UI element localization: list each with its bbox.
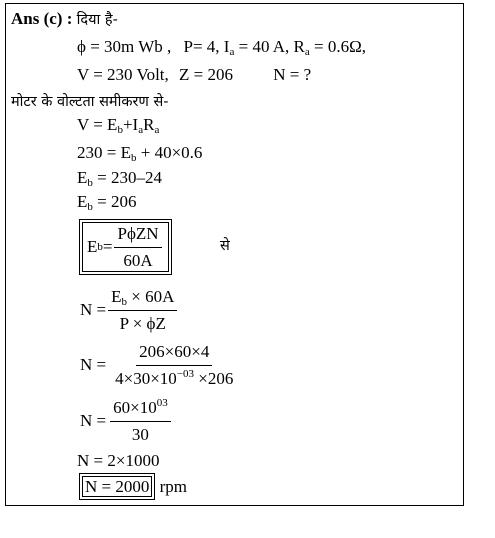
answer-label: Ans (c) :: [11, 9, 73, 28]
equation-1: $V = E_b+I_aR_a$: [77, 115, 160, 136]
equation-2: $230 = E_b + 40\times 0.6$: [77, 143, 203, 164]
given-z: Z = 206: [179, 65, 234, 84]
given-line-2: [77, 65, 311, 85]
answer-line: [11, 9, 118, 30]
intro-text: मोटर के वोल्टता समीकरण से-: [11, 94, 169, 110]
given-phi: ϕ = 30m Wb ,: [77, 37, 172, 56]
given-n: N = ?: [273, 65, 312, 84]
from-word: से: [220, 238, 230, 254]
given-p: P= 4,: [183, 37, 220, 56]
given-v: V = 230 Volt,: [77, 65, 169, 84]
equation-8: N = 2×1000: [77, 451, 160, 470]
given-word: दिया है-: [76, 12, 118, 28]
given-ia: $I_a = 40$ A,: [223, 37, 290, 58]
equation-3: $E_b = 230-24$: [77, 168, 162, 189]
equation-5: N = $\frac{E_b \times 60A}{P \times \phi Z}$: [80, 286, 179, 334]
back-emf-fraction: $\frac{\text{PϕZN}}{60A}$: [114, 223, 161, 272]
final-answer-unit: rpm: [159, 477, 188, 496]
given-ra: $R_a = 0.6\Omega$,: [293, 37, 367, 58]
equation-7: N = $\frac{60\times 10^{03}}{30}$: [80, 396, 173, 446]
given-line-1: [77, 37, 366, 57]
equation-6: N = $\frac{206\times 60\times 4}{4\times 30\times 10^{-03} \times 206}$: [80, 341, 234, 388]
equation-4: $E_b = 206$: [77, 192, 137, 213]
final-answer: [82, 477, 187, 497]
boxed-back-emf-formula: E b = $\frac{\text{PϕZN}}{60A}$: [82, 222, 169, 272]
final-answer-box: N = 2000: [82, 476, 152, 497]
